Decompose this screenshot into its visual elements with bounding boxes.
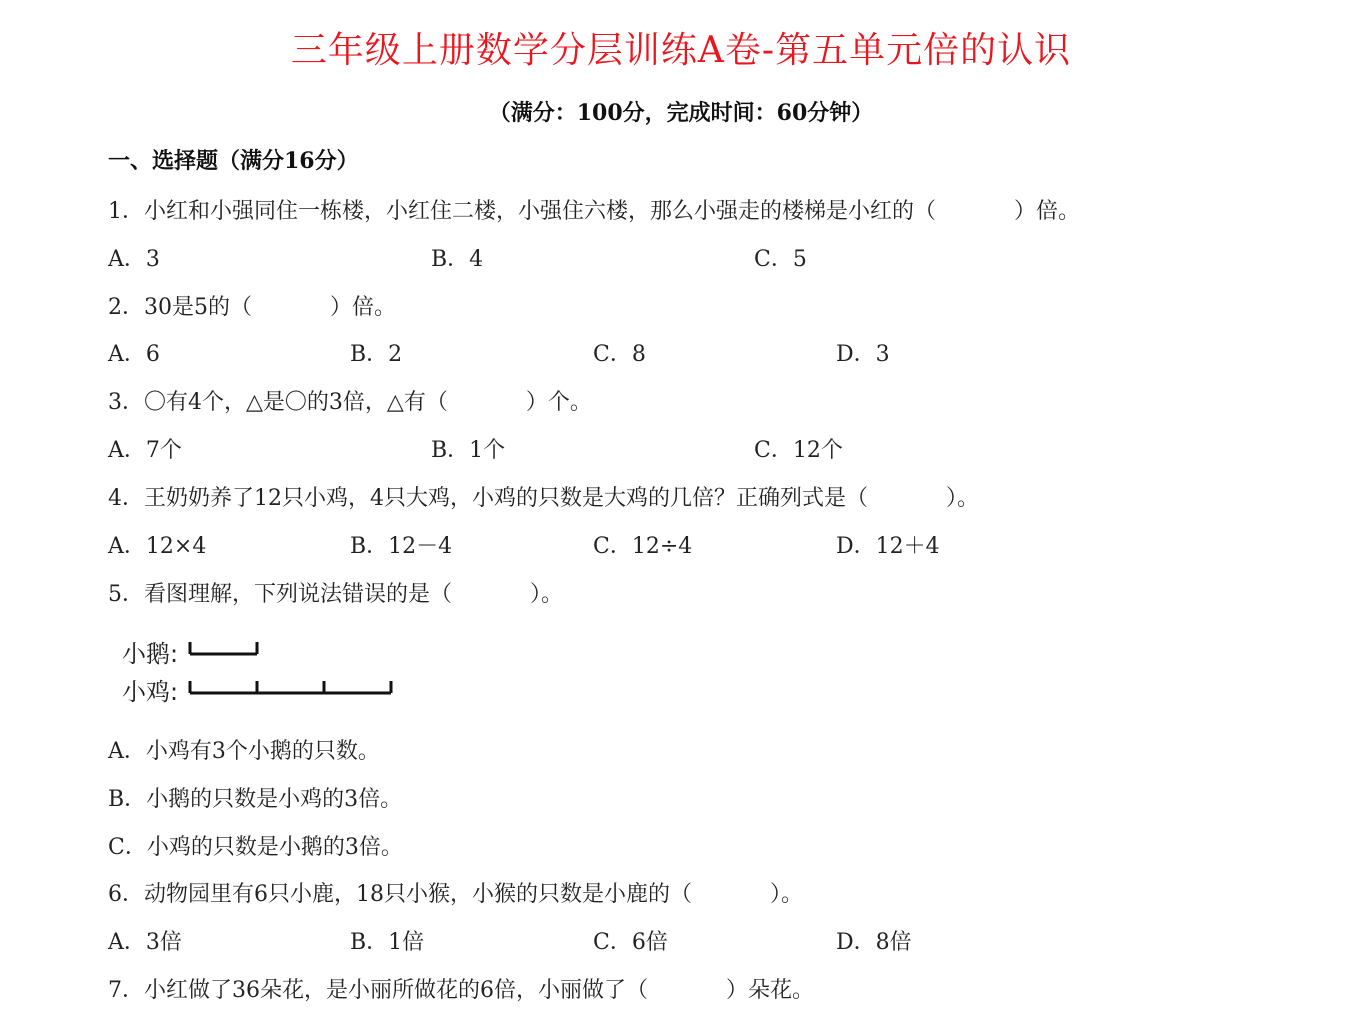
question-1 (108, 194, 1080, 225)
question-5-stem: 5．看图理解，下列说法错误的是（ (108, 582, 452, 607)
option-c: C．5 (754, 247, 807, 272)
option-b: B．12－4 (350, 534, 453, 559)
option-c: C．6倍 (593, 930, 668, 955)
question-7-stem: 7．小红做了36朵花，是小丽所做花的6倍，小丽做了（ (108, 978, 648, 1003)
chick-label: 小鸡: (122, 678, 179, 706)
question-1-stem: 1．小红和小强同住一栋楼，小红住二楼，小强住六楼，那么小强走的楼梯是小红的（ (108, 199, 936, 224)
option-c: C．8 (593, 342, 646, 367)
option-b: B．1倍 (350, 930, 425, 955)
chick-segment-bar (190, 681, 391, 693)
question-7 (108, 973, 814, 1004)
question-2-stem-end: ）倍。 (330, 295, 397, 320)
question-2 (108, 290, 396, 321)
segment-diagram (122, 630, 422, 710)
question-6 (108, 877, 803, 908)
question-3 (108, 385, 592, 416)
document-subtitle: （满分：100分，完成时间：60分钟） (488, 100, 874, 126)
option-a: A．7个 (108, 438, 182, 463)
goose-segment-bar (190, 642, 257, 654)
question-5-stem-end: ）。 (530, 582, 564, 607)
question-5 (108, 577, 563, 608)
question-2-stem: 2．30是5的（ (108, 295, 252, 320)
option-d: D．12＋4 (836, 534, 940, 559)
option-b: B．1个 (431, 438, 506, 463)
option-d: D．3 (836, 342, 890, 367)
question-6-stem: 6．动物园里有6只小鹿，18只小猴，小猴的只数是小鹿的（ (108, 882, 692, 907)
segment-bars (122, 630, 422, 710)
document-title: 三年级上册数学分层训练A卷-第五单元倍的认识 (290, 30, 1072, 71)
option-a: A．6 (108, 342, 160, 367)
option-c: C．12个 (754, 438, 843, 463)
question-7-stem-end: ）朵花。 (726, 978, 815, 1003)
question-4-stem-end: ）。 (946, 486, 980, 511)
option-c: C．12÷4 (593, 534, 693, 559)
question-3-stem: 3．〇有4个，△是〇的3倍，△有（ (108, 390, 448, 415)
section-heading: 一、选择题（满分16分） (108, 148, 359, 174)
question-1-stem-end: ）倍。 (1014, 199, 1081, 224)
option-a: A．3倍 (108, 930, 182, 955)
option-d: D．8倍 (836, 930, 912, 955)
option-b: B．小鹅的只数是小鸡的3倍。 (108, 787, 403, 812)
option-a: A．3 (108, 247, 160, 272)
goose-label: 小鹅: (122, 640, 179, 668)
option-b: B．4 (431, 247, 484, 272)
question-6-stem-end: ）。 (770, 882, 804, 907)
option-a: A．12×4 (108, 534, 207, 559)
option-c: C．小鸡的只数是小鹅的3倍。 (108, 835, 403, 860)
question-4 (108, 481, 979, 512)
question-4-stem: 4．王奶奶养了12只小鸡，4只大鸡，小鸡的只数是大鸡的几倍？正确列式是（ (108, 486, 868, 511)
option-b: B．2 (350, 342, 403, 367)
option-a: A．小鸡有3个小鹅的只数。 (108, 739, 380, 764)
question-3-stem-end: ）个。 (525, 390, 592, 415)
